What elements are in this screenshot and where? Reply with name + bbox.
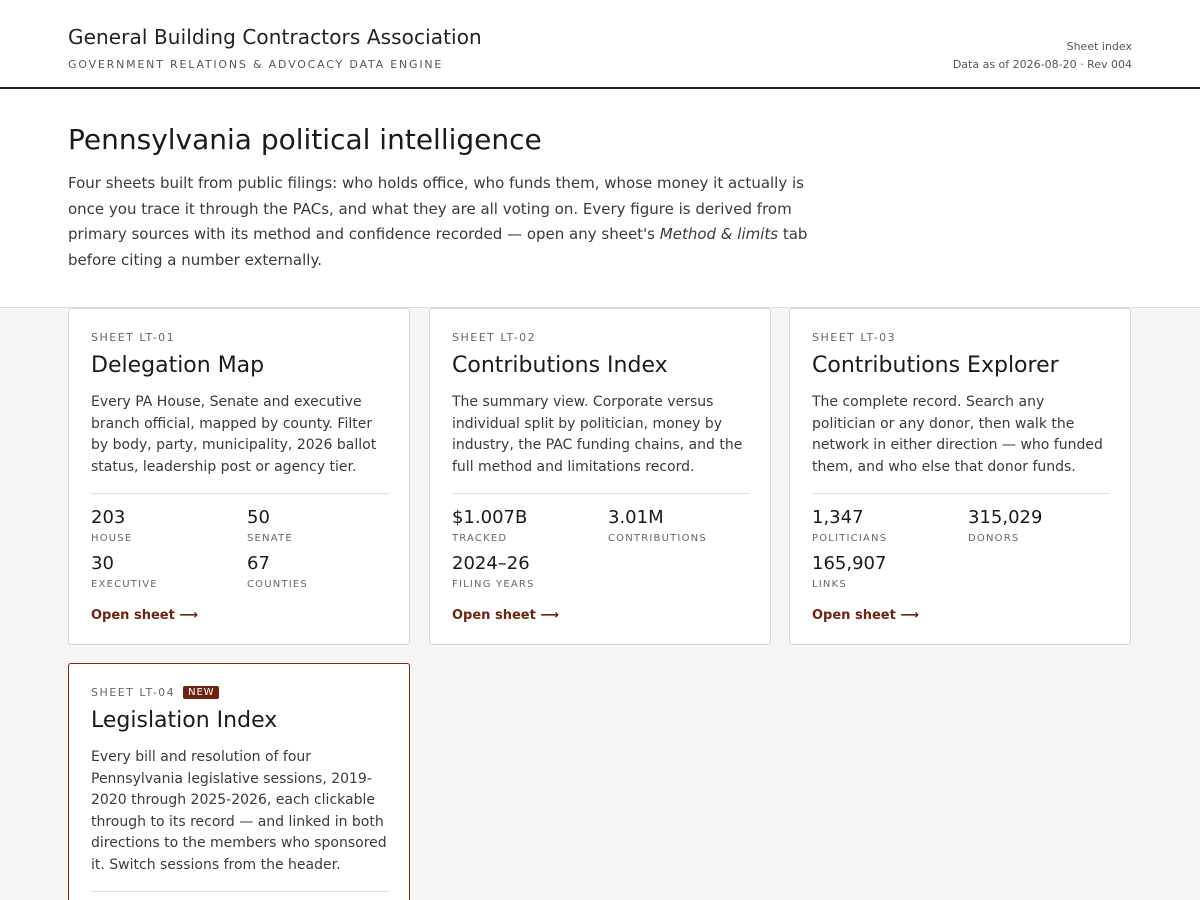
- sheet-card-delegation-map[interactable]: [68, 308, 410, 645]
- stat-value: 315,029: [968, 507, 1043, 528]
- stat-value: 1,347: [812, 507, 864, 528]
- stat-tracked: [452, 507, 602, 544]
- page-title: Pennsylvania political intelligence: [68, 123, 542, 156]
- sheet-code: SHEET LT-04: [91, 686, 176, 699]
- new-badge: NEW: [183, 686, 219, 699]
- open-sheet-link[interactable]: Open sheet ⟶: [452, 608, 559, 623]
- stat-counties: [247, 553, 397, 590]
- sheet-title: Contributions Index: [452, 353, 668, 378]
- stat-label: TRACKED: [452, 533, 508, 544]
- stat-senate: [247, 507, 397, 544]
- hero-section: [0, 89, 1200, 308]
- stat-label: POLITICIANS: [812, 533, 888, 544]
- sheet-title: Contributions Explorer: [812, 353, 1059, 378]
- card-divider: [812, 493, 1110, 494]
- sheet-title: Delegation Map: [91, 353, 265, 378]
- stat-value: 3.01M: [608, 507, 664, 528]
- org-name: General Building Contractors Association: [68, 25, 482, 49]
- stat-value: 67: [247, 553, 270, 574]
- card-divider: [452, 493, 750, 494]
- data-revision: Data as of 2026-08-20 · Rev 004: [952, 58, 1132, 71]
- stat-politicians: [812, 507, 962, 544]
- sheet-card-legislation-index[interactable]: [68, 663, 410, 900]
- stat-value: $1.007B: [452, 507, 528, 528]
- stat-executive: [91, 553, 241, 590]
- intro-text-end: tab before citing a number externally.: [68, 225, 808, 269]
- open-sheet-link[interactable]: Open sheet ⟶: [812, 608, 919, 623]
- sheet-description: Every PA House, Senate and executive branch official, mapped by county. Filter by body, party, municipality, 2026 ballot status, leadership post or agency tier.: [91, 394, 377, 475]
- stat-value: 203: [91, 507, 126, 528]
- stat-house: [91, 507, 241, 544]
- sheet-description: The summary view. Corporate versus individual split by politician, money by industry, the PAC funding chains, and the full method and limitations record.: [452, 394, 743, 475]
- stat-label: FILING YEARS: [452, 579, 535, 590]
- site-header: [0, 0, 1200, 89]
- sheet-index-label: Sheet index: [1066, 40, 1132, 53]
- org-subtitle: GOVERNMENT RELATIONS & ADVOCACY DATA ENGINE: [68, 58, 444, 71]
- stat-filing-years: [452, 553, 602, 590]
- sheet-code-row: [91, 686, 219, 699]
- card-divider: [91, 493, 389, 494]
- sheet-card-contributions-index[interactable]: [429, 308, 771, 645]
- sheet-code: SHEET LT-01: [91, 331, 176, 344]
- stat-donors: [968, 507, 1118, 544]
- stat-value: 2024–26: [452, 553, 530, 574]
- sheet-code: SHEET LT-03: [812, 331, 897, 344]
- sheet-title: Legislation Index: [91, 708, 278, 733]
- card-divider: [91, 891, 389, 892]
- method-limits-ref: Method & limits: [659, 225, 779, 243]
- sheet-description: The complete record. Search any politician or any donor, then walk the network in either direction — who funded them, and who else that donor funds.: [812, 394, 1103, 475]
- page-intro: [68, 171, 838, 273]
- stat-links: [812, 553, 962, 590]
- intro-text-start: Four sheets built from public filings: who holds office, who funds them, whose money it actually is once you trace it through the PACs, and what they are all voting on. Every figure is derived from primary sources with its method and confidence recorded — open any sheet's: [68, 174, 804, 243]
- sheet-card-contributions-explorer[interactable]: [789, 308, 1131, 645]
- sheet-code: SHEET LT-02: [452, 331, 537, 344]
- stat-label: EXECUTIVE: [91, 579, 158, 590]
- stat-value: 165,907: [812, 553, 887, 574]
- sheet-description: Every bill and resolution of four Pennsylvania legislative sessions, 2019-2020 through 2025-2026, each clickable through to its record — and linked in both directions to the members who sponsored it. Switch sessions from the header.: [91, 749, 387, 873]
- stat-label: HOUSE: [91, 533, 133, 544]
- header-meta: [953, 38, 1132, 74]
- stat-label: LINKS: [812, 579, 847, 590]
- stat-value: 50: [247, 507, 270, 528]
- stat-label: COUNTIES: [247, 579, 308, 590]
- stat-label: CONTRIBUTIONS: [608, 533, 707, 544]
- stat-value: 30: [91, 553, 114, 574]
- stat-contributions: [608, 507, 758, 544]
- stat-label: SENATE: [247, 533, 293, 544]
- open-sheet-link[interactable]: Open sheet ⟶: [91, 608, 198, 623]
- stat-label: DONORS: [968, 533, 1020, 544]
